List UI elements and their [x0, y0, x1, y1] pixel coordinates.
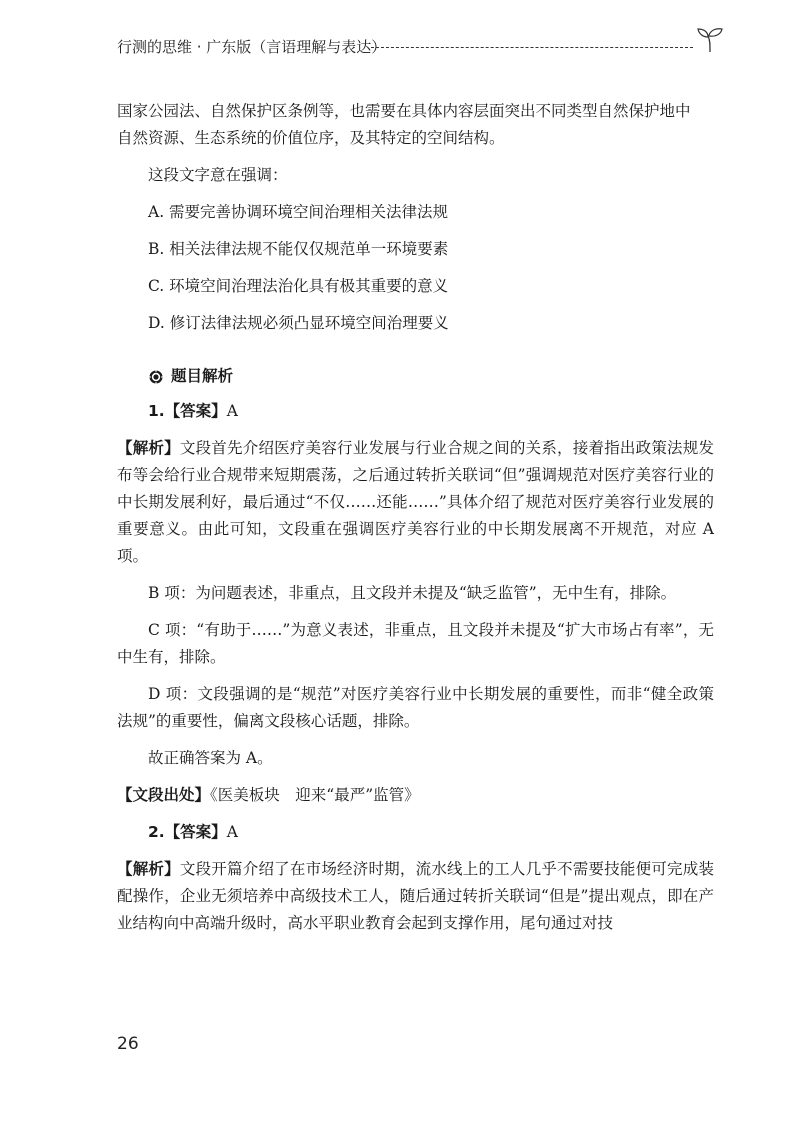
- q2-answer-value: A: [226, 823, 238, 841]
- option-b: B. 相关法律法规不能仅仅规范单一环境要素: [148, 240, 449, 258]
- q1-answer-label: 1.【答案】: [148, 402, 227, 420]
- q1-analysis-text: 文段首先介绍医疗美容行业发展与行业合规之间的关系，接着指出政策法规发布等会给行业合规带来短期震荡，之后通过转折关联词“但”强调规范对医疗美容行业的中长期发展利好，最后通过“不仅……还能……”具体介绍了规范对医疗美容行业发展的重要意义。由此可知，文段重在强调医疗美容行业的中长期发展离不开规范，对应 A 项。: [117, 439, 714, 565]
- option-c: C. 环境空间治理法治化具有极其重要的意义: [148, 277, 449, 295]
- q2-answer-label: 2.【答案】: [148, 823, 227, 841]
- q1-conclusion: 故正确答案为 A。: [148, 749, 273, 767]
- continuation-line-1: 国家公园法、自然保护区条例等，也需要在具体内容层面突出不同类型自然保护地中: [117, 102, 691, 120]
- page-body: [117, 98, 714, 937]
- gear-icon: [148, 369, 164, 385]
- q2-answer: [117, 819, 714, 846]
- option-d: D. 修订法律法规必须凸显环境空间治理要义: [148, 314, 449, 332]
- q1-source-text: 《医美板块 迎来“最严”监管》: [210, 786, 420, 804]
- option-a: A. 需要完善协调环境空间治理相关法律法规: [148, 203, 449, 221]
- question-prompt: 这段文字意在强调：: [148, 166, 288, 184]
- header-dashed-rule: [371, 47, 693, 48]
- q1-answer-value: A: [226, 402, 238, 420]
- q1-option-b-note: B 项：为问题表述，非重点，且文段并未提及“缺乏监管”，无中生有，排除。: [148, 584, 677, 602]
- q1-analysis: [117, 435, 714, 570]
- q1-source-tag: 【文段出处】: [117, 786, 211, 804]
- q2-analysis: [117, 856, 714, 937]
- page-number: 26: [117, 1034, 139, 1054]
- section-heading: [148, 363, 714, 390]
- q1-analysis-tag: 【解析】: [117, 439, 180, 457]
- q1-answer: [117, 398, 714, 425]
- q1-option-c-note: C 项：“有助于……”为意义表述，非重点，且文段并未提及“扩大市场占有率”，无中生有，排除。: [117, 621, 714, 666]
- sprout-icon: [695, 24, 725, 54]
- running-header-title: 行测的思维 · 广东版（言语理解与表达）: [117, 38, 387, 56]
- section-title: 题目解析: [171, 367, 234, 385]
- continuation-line-2: 自然资源、生态系统的价值位序，及其特定的空间结构。: [117, 129, 505, 147]
- q2-analysis-text: 文段开篇介绍了在市场经济时期，流水线上的工人几乎不需要技能便可完成装配操作，企业无须培养中高级技术工人，随后通过转折关联词“但是”提出观点，即在产业结构向中高端升级时，高水平职业教育会起到支撑作用，尾句通过对技: [117, 860, 714, 932]
- running-header: [117, 36, 717, 60]
- q2-analysis-tag: 【解析】: [117, 860, 180, 878]
- q1-option-d-note: D 项：文段强调的是“规范”对医疗美容行业中长期发展的重要性，而非“健全政策法规”的重要性，偏离文段核心话题，排除。: [117, 685, 714, 730]
- q1-source: [117, 782, 714, 809]
